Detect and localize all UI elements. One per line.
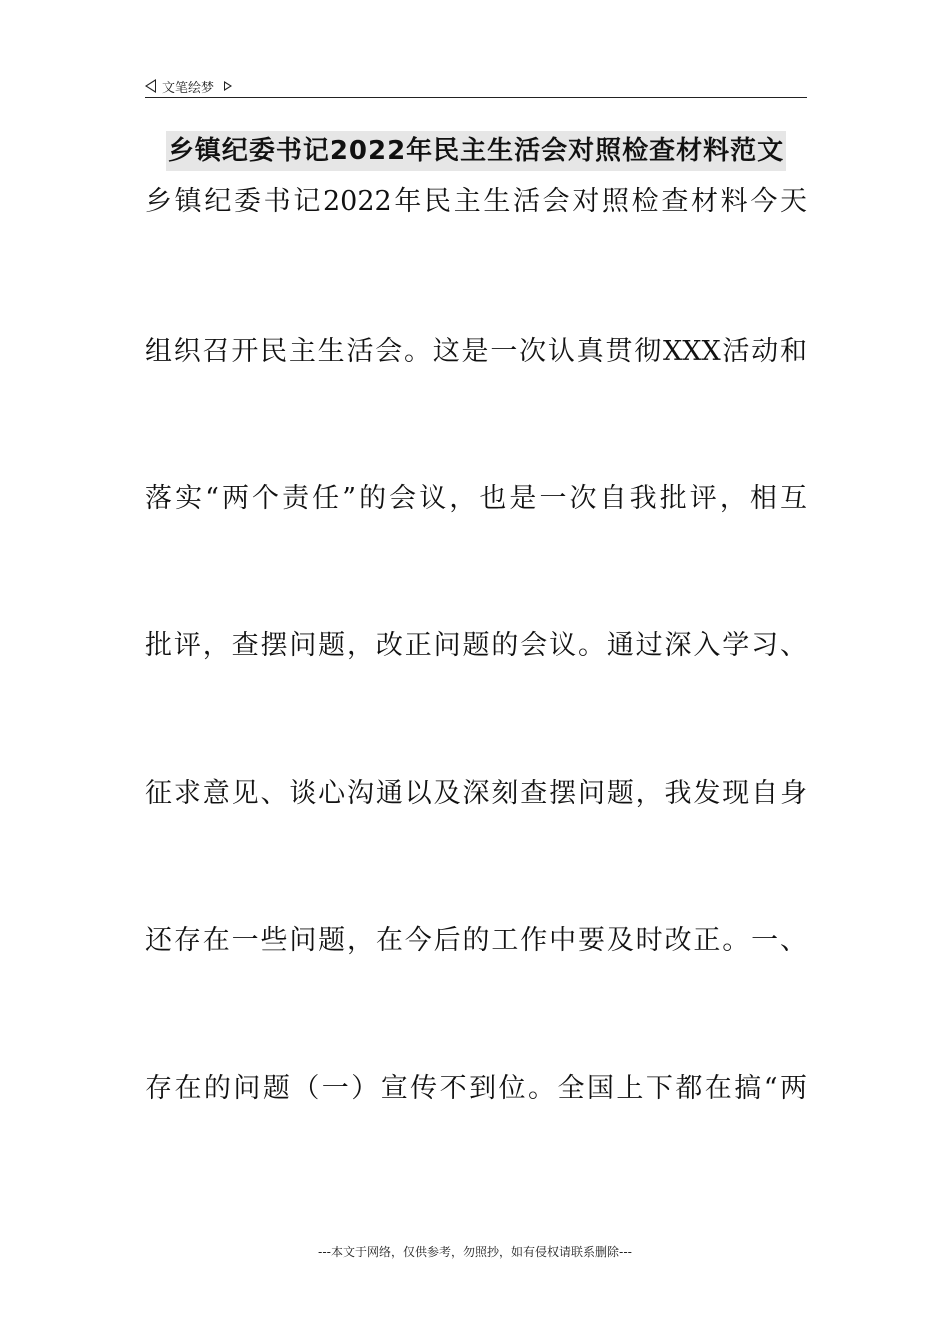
triangle-left-icon: [145, 79, 156, 93]
triangle-right-icon: [224, 81, 232, 91]
body-line-3: 落实“两个责任”的会议，也是一次自我批评，相互: [145, 483, 807, 514]
body-line-1: 乡镇纪委书记2022年民主生活会对照检查材料今天: [145, 186, 807, 217]
document-title: 乡镇纪委书记2022年民主生活会对照检查材料范文: [166, 131, 786, 171]
body-line-6: 还存在一些问题，在今后的工作中要及时改正。一、: [145, 925, 807, 956]
footer-disclaimer: ---本文于网络，仅供参考，勿照抄，如有侵权请联系删除---: [318, 1245, 632, 1259]
body-line-4: 批评，查摆问题，改正问题的会议。通过深入学习、: [145, 630, 807, 661]
body-line-2: 组织召开民主生活会。这是一次认真贯彻XXX活动和: [145, 336, 807, 367]
header-divider: [145, 97, 807, 98]
header-brand: 文笔绘梦: [162, 80, 215, 96]
page-header: [145, 74, 807, 98]
body-line-7: 存在的问题（一）宣传不到位。全国上下都在搞“两: [145, 1073, 807, 1104]
title-container: [145, 131, 807, 171]
body-line-5: 征求意见、谈心沟通以及深刻查摆问题，我发现自身: [145, 778, 807, 809]
